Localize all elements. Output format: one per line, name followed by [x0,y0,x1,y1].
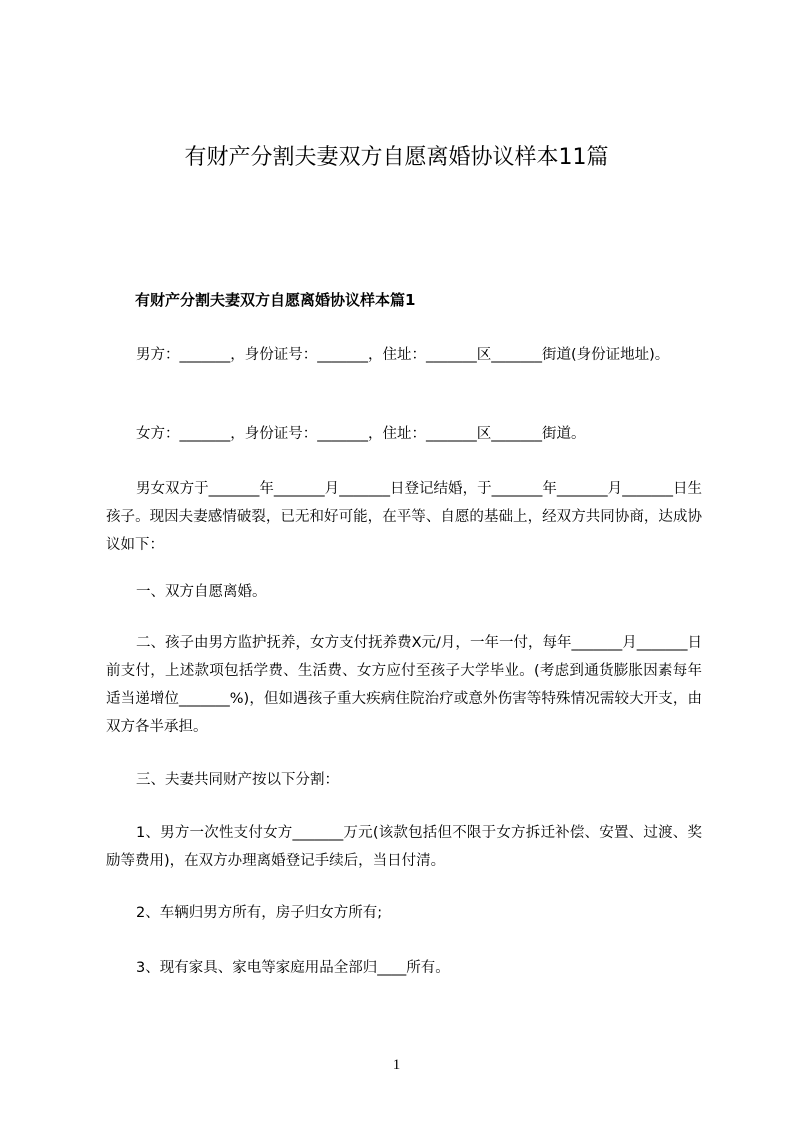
paragraph-clause-2: 二、孩子由男方监护抚养，女方支付抚养费X元/月，一年一付，每年_______月_______日前支付，上述款项包括学费、生活费、女方应付至孩子大学毕业。(考虑到通货膨胀因素每年适当递增位_______%)，但如遇孩子重大疾病住院治疗或意外伤害等特殊情况需较大开支，由双方各半承担。 [106,635,702,735]
paragraph-item-1: 1、男方一次性支付女方_______万元(该款包括但不限于女方拆迁补偿、安置、过渡、奖励等费用)，在双方办理离婚登记手续后，当日付清。 [106,825,702,869]
paragraph-item-2: 2、车辆归男方所有，房子归女方所有; [136,905,383,921]
paragraph-item-3: 3、现有家具、家电等家庭用品全部归____所有。 [136,960,450,976]
paragraph-female-party: 女方：_______，身份证号：_______，住址：_______区_______街道。 [136,426,586,442]
document-title: 有财产分割夫妻双方自愿离婚协议样本11篇 [184,145,609,170]
section-title: 有财产分割夫妻双方自愿离婚协议样本篇1 [135,291,416,309]
paragraph-clause-1: 一、双方自愿离婚。 [136,584,267,600]
paragraph-male-party: 男方：_______，身份证号：_______，住址：_______区_______街道(身份证地址)。 [136,347,670,363]
paragraph-marriage-info: 男女双方于_______年_______月_______日登记结婚，于_______年_______月_______日生孩子。现因夫妻感情破裂，已无和好可能，在平等、自愿的基础上，经双方共同协商，达成协议如下： [106,481,702,553]
paragraph-clause-3: 三、夫妻共同财产按以下分割： [136,772,339,788]
page-number: 1 [392,1057,401,1073]
